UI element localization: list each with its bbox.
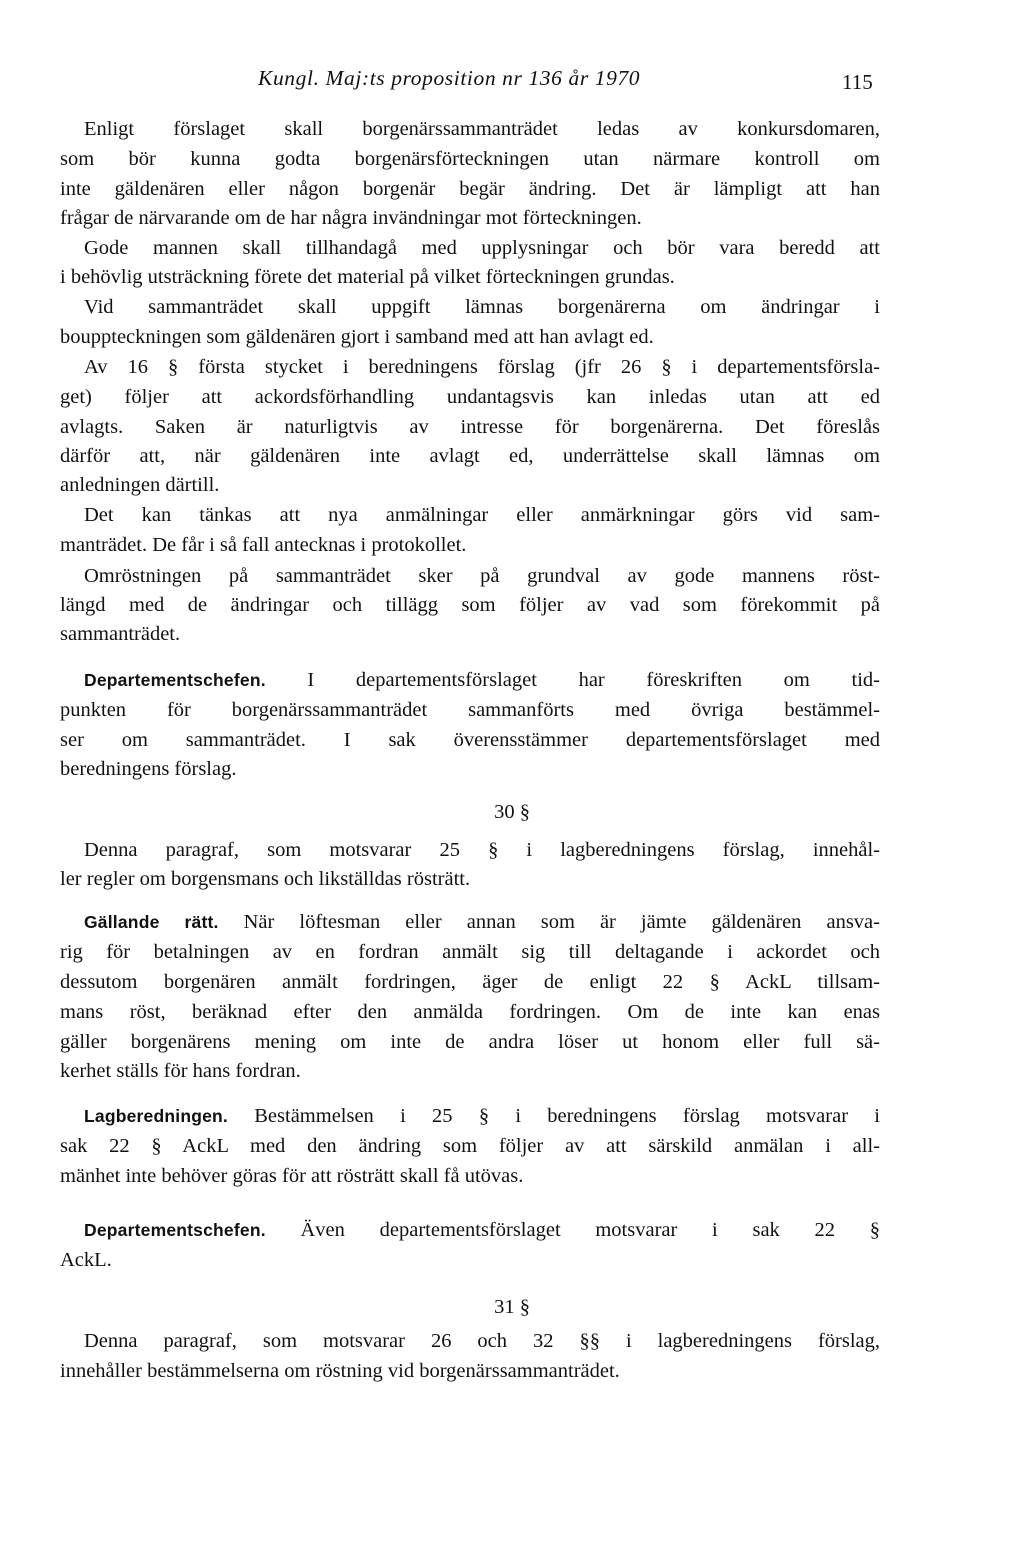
section-heading: Departementschefen. bbox=[84, 1220, 266, 1240]
text-line: Denna paragraf, som motsvarar 26 och 32 §§ i lagberedningens förslag, bbox=[84, 1330, 880, 1352]
text-line: Denna paragraf, som motsvarar 25 § i lagberedningens förslag, innehål- bbox=[84, 839, 880, 861]
text-line: i behövlig utsträckning förete det material på vilket förteckningen grundas. bbox=[60, 266, 675, 288]
text-line: kerhet ställs för hans fordran. bbox=[60, 1060, 301, 1082]
text-line: get) följer att ackordsförhandling undantagsvis kan inledas utan att ed bbox=[60, 386, 880, 408]
text-line: frågar de närvarande om de har några invändningar mot förteckningen. bbox=[60, 207, 642, 229]
text-line: Departementschefen. I departementsförslaget har föreskriften om tid- bbox=[84, 669, 880, 691]
section-heading: Gällande rätt. bbox=[84, 912, 219, 932]
text-line: manträdet. De får i så fall antecknas i protokollet. bbox=[60, 534, 467, 556]
text-line: rig för betalningen av en fordran anmält sig till deltagande i ackordet och bbox=[60, 941, 880, 963]
text-line: längd med de ändringar och tillägg som följer av vad som förekommit på bbox=[60, 594, 880, 616]
page-number: 115 bbox=[842, 70, 873, 94]
text-line: Lagberedningen. Bestämmelsen i 25 § i beredningens förslag motsvarar i bbox=[84, 1105, 880, 1127]
paragraph-number: 30 § bbox=[494, 801, 530, 823]
text-line: punkten för borgenärssammanträdet sammanförts med övriga bestämmel- bbox=[60, 699, 880, 721]
text-line: mänhet inte behöver göras för att rösträtt skall få utövas. bbox=[60, 1165, 524, 1187]
text-line: Det kan tänkas att nya anmälningar eller anmärkningar görs vid sam- bbox=[84, 504, 880, 526]
text-line: Omröstningen på sammanträdet sker på grundval av gode mannens röst- bbox=[84, 565, 880, 587]
text-line: Av 16 § första stycket i beredningens förslag (jfr 26 § i departementsförsla- bbox=[84, 356, 880, 378]
text-line: Gode mannen skall tillhandagå med upplysningar och bör vara beredd att bbox=[84, 237, 880, 259]
text-line: avlagts. Saken är naturligtvis av intresse för borgenärerna. Det föreslås bbox=[60, 416, 880, 438]
running-header bbox=[0, 66, 1024, 98]
text-line: mans röst, beräknad efter den anmälda fordringen. Om de inte kan enas bbox=[60, 1001, 880, 1023]
text-line: bouppteckningen som gäldenären gjort i samband med att han avlagt ed. bbox=[60, 326, 654, 348]
paragraph-number: 31 § bbox=[494, 1296, 530, 1318]
text-line: innehåller bestämmelserna om röstning vid borgenärssammanträdet. bbox=[60, 1360, 620, 1382]
text-line: Enligt förslaget skall borgenärssammanträdet ledas av konkursdomaren, bbox=[84, 118, 880, 140]
section-heading: Lagberedningen. bbox=[84, 1106, 228, 1126]
text-line: inte gäldenären eller någon borgenär begär ändring. Det är lämpligt att han bbox=[60, 178, 880, 200]
text-line: ler regler om borgensmans och likställdas rösträtt. bbox=[60, 868, 471, 890]
text-line: som bör kunna godta borgenärsförteckningen utan närmare kontroll om bbox=[60, 148, 880, 170]
text-line: ser om sammanträdet. I sak överensstämmer departementsförslaget med bbox=[60, 729, 880, 751]
text-line: gäller borgenärens mening om inte de andra löser ut honom eller full sä- bbox=[60, 1031, 880, 1053]
text-line: Vid sammanträdet skall uppgift lämnas borgenärerna om ändringar i bbox=[84, 296, 880, 318]
text-line: därför att, när gäldenären inte avlagt ed, underrättelse skall lämnas om bbox=[60, 445, 880, 467]
text-line: beredningens förslag. bbox=[60, 758, 237, 780]
text-line: anledningen därtill. bbox=[60, 474, 220, 496]
text-line: Gällande rätt. När löftesman eller annan som är jämte gäldenären ansva- bbox=[84, 911, 880, 933]
text-line: sammanträdet. bbox=[60, 623, 181, 645]
text-line: sak 22 § AckL med den ändring som följer av att särskild anmälan i all- bbox=[60, 1135, 880, 1157]
text-line: Departementschefen. Även departementsförslaget motsvarar i sak 22 § bbox=[84, 1219, 880, 1241]
running-title: Kungl. Maj:ts proposition nr 136 år 1970 bbox=[258, 66, 641, 90]
text-line: dessutom borgenären anmält fordringen, äger de enligt 22 § AckL tillsam- bbox=[60, 971, 880, 993]
text-line: AckL. bbox=[60, 1249, 112, 1271]
section-heading: Departementschefen. bbox=[84, 670, 266, 690]
